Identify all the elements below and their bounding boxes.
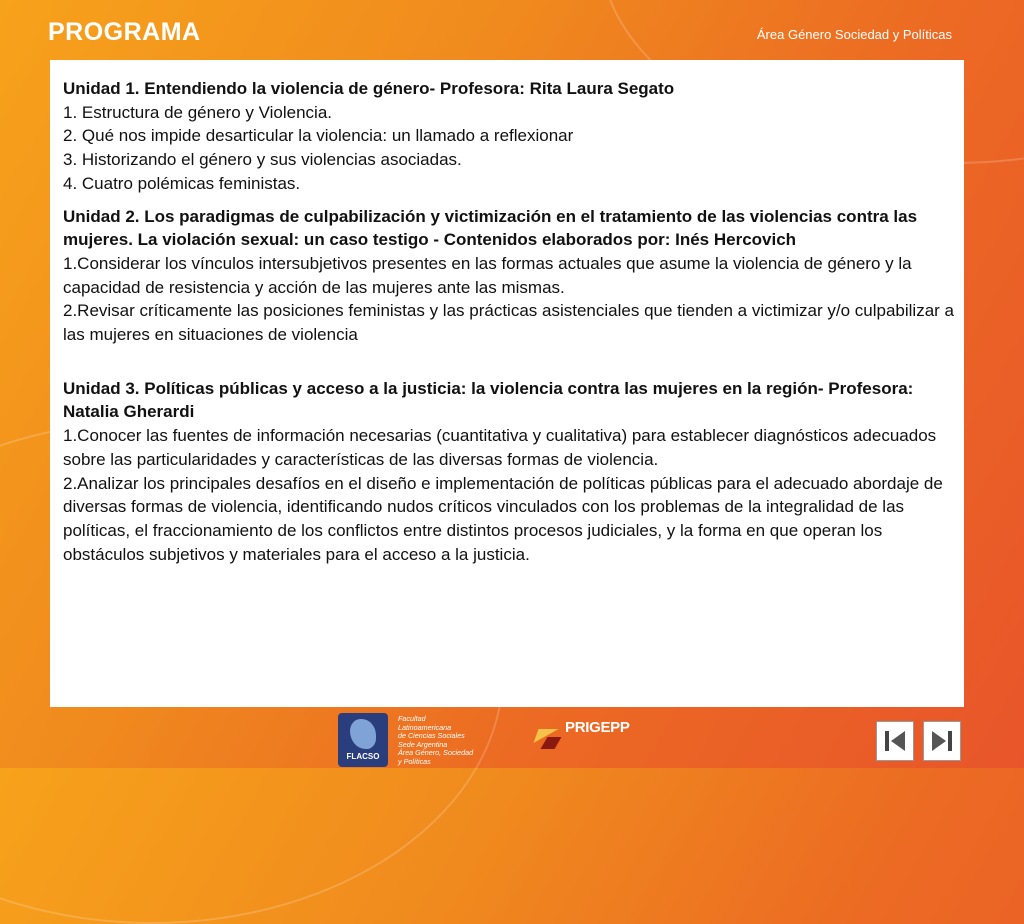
flacso-logo	[338, 713, 388, 767]
unit-heading: Unidad 3. Políticas públicas y acceso a la justicia: la violencia contra las mujeres en la región- Profesora: Natalia Gherardi	[63, 378, 914, 422]
institution-line: y Políticas	[398, 756, 431, 766]
unit-3	[63, 377, 954, 567]
unit-2	[63, 205, 954, 347]
next-slide-icon	[928, 727, 956, 755]
footer	[0, 707, 1024, 768]
previous-slide-button[interactable]	[876, 721, 914, 761]
page-title: PROGRAMA	[48, 18, 201, 46]
unit-item: 1. Estructura de género y Violencia.	[63, 102, 333, 122]
next-slide-button[interactable]	[923, 721, 961, 761]
unit-item: 2. Qué nos impide desarticular la violencia: un llamado a reflexionar	[63, 126, 574, 146]
unit-item: 1.Considerar los vínculos intersubjetivos presentes en las formas actuales que asume la violencia de género y la capacidad de resistencia y acción de las mujeres ante las mismas.	[63, 253, 912, 297]
institution-line: de Ciencias Sociales	[398, 731, 465, 741]
content-panel	[50, 60, 964, 707]
prigepp-logo-text: PRIGEPP	[565, 719, 630, 736]
unit-item: 3. Historizando el género y sus violencias asociadas.	[63, 150, 462, 170]
unit-item: 4. Cuatro polémicas feministas.	[63, 173, 301, 193]
map-icon	[350, 719, 376, 749]
area-label: Área Género Sociedad y Políticas	[756, 27, 952, 42]
unit-1	[63, 77, 954, 196]
unit-heading: Unidad 1. Entendiendo la violencia de género- Profesora: Rita Laura Segato	[63, 79, 675, 98]
institution-line: Latinoamericana	[398, 722, 452, 732]
institution-line: Facultad	[398, 714, 426, 723]
flacso-logo-text: FLACSO	[346, 752, 380, 761]
institution-line: Sede Argentina	[398, 739, 448, 749]
unit-item: 1.Conocer las fuentes de información necesarias (cuantitativa y cualitativa) para establecer diagnósticos adecuados sobre las particularidades y características de las diversas formas de violencia.	[63, 426, 937, 469]
previous-slide-icon	[881, 727, 909, 755]
unit-item: 2.Analizar los principales desafíos en el diseño e implementación de políticas públicas para el adecuado abordaje de diversas formas de violencia, identificando nudos críticos vinculados con los problemas de la integralidad de las políticas, el fraccionamiento de los conflictos entre distintos procesos judiciales, y la forma en que operan los obstáculos subjetivos y materiales para el acceso a la justicia.	[63, 473, 943, 564]
institution-line: Área Género, Sociedad	[398, 748, 474, 758]
unit-item: 2.Revisar críticamente las posiciones feministas y las prácticas asistenciales que tienden a victimizar y/o culpabilizar a las mujeres en situaciones de violencia	[63, 301, 954, 345]
flacso-institution-text	[398, 715, 488, 767]
unit-heading: Unidad 2. Los paradigmas de culpabilización y victimización en el tratamiento de las violencias contra las mujeres. La violación sexual: un caso testigo - Contenidos elaborados por: Inés Hercovich	[63, 206, 918, 250]
